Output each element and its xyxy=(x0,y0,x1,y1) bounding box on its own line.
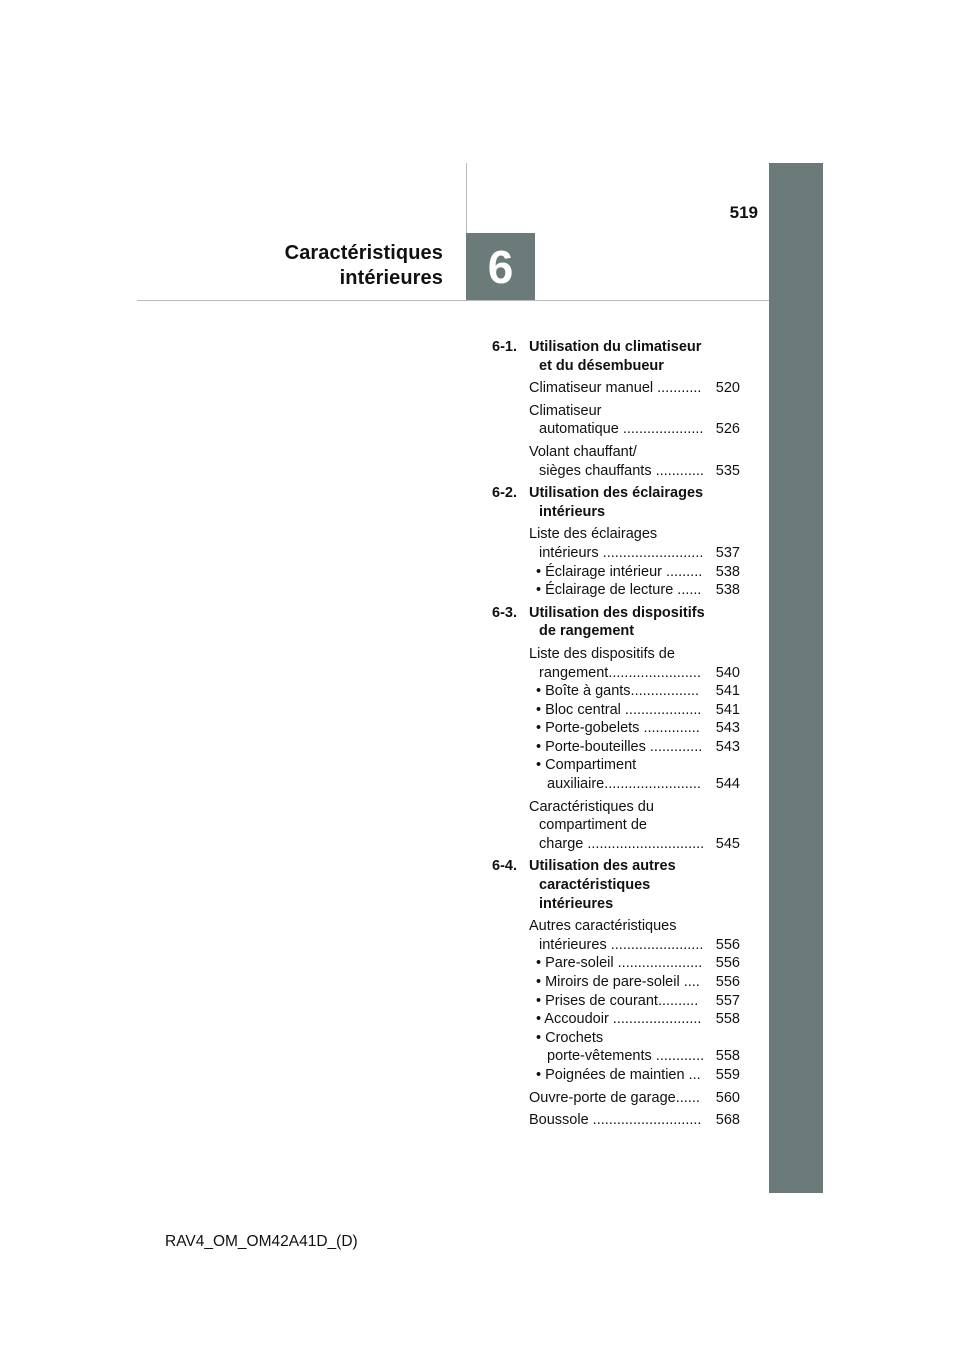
toc-entry[interactable]: Caractéristiques du compartiment de charge ............................. 545 xyxy=(529,798,740,852)
chapter-number: 6 xyxy=(487,240,514,293)
header-rule xyxy=(137,300,769,301)
page-number: 519 xyxy=(729,203,758,222)
toc-subentry[interactable]: • Crochets porte-vêtements ............ 558 xyxy=(536,1029,740,1065)
chapter-number-box xyxy=(466,233,535,300)
toc-subentry[interactable]: • Pare-soleil ..................... 556 xyxy=(536,955,740,972)
toc-section-6-3[interactable]: 6-3. Utilisation des dispositifs de rangement xyxy=(492,604,705,640)
toc-subentry[interactable]: • Bloc central ................... 541 xyxy=(536,701,740,718)
toc-subentry[interactable]: • Compartiment auxiliaire........................ 544 xyxy=(536,757,740,793)
toc-entry[interactable]: Liste des éclairages intérieurs ......................... 537 xyxy=(529,526,740,561)
toc-entry[interactable]: Volant chauffant/ sièges chauffants ............ 535 xyxy=(529,443,740,479)
toc-subentry[interactable]: • Miroirs de pare-soleil .... 556 xyxy=(536,974,740,990)
toc-subentry[interactable]: • Éclairage de lecture ...... 538 xyxy=(536,582,740,599)
chapter-title: Caractéristiques intérieures xyxy=(284,242,443,289)
toc-entry[interactable]: Climatiseur automatique .................... 526 xyxy=(529,402,740,438)
toc-subentry[interactable]: • Porte-bouteilles ............. 543 xyxy=(536,738,740,755)
toc-entry[interactable]: Climatiseur manuel ........... 520 xyxy=(529,380,740,397)
toc-subentry[interactable]: • Prises de courant.......... 557 xyxy=(536,992,740,1009)
chapter-side-tab xyxy=(769,163,823,1193)
toc-subentry[interactable]: • Porte-gobelets .............. 543 xyxy=(536,720,740,737)
toc-section-6-2[interactable]: 6-2. Utilisation des éclairages intérieurs xyxy=(492,485,704,520)
toc-entry[interactable]: Autres caractéristiques intérieures ....................... 556 xyxy=(529,918,740,953)
table-of-contents xyxy=(492,334,740,1130)
toc-subentry[interactable]: • Éclairage intérieur ......... 538 xyxy=(536,563,740,580)
toc-entry[interactable]: Boussole ........................... 568 xyxy=(529,1112,740,1129)
toc-section-6-4[interactable]: 6-4. Utilisation des autres caractéristiques intérieures xyxy=(492,858,676,912)
toc-section-6-1[interactable]: 6-1. Utilisation du climatiseur et du désembueur xyxy=(492,339,702,374)
toc-subentry[interactable]: • Accoudoir ...................... 558 xyxy=(536,1011,740,1028)
toc-entry[interactable]: Liste des dispositifs de rangement....................... 540 xyxy=(529,645,740,681)
toc-subentry[interactable]: • Boîte à gants................. 541 xyxy=(536,683,740,700)
footer-doc-code: RAV4_OM_OM42A41D_(D) xyxy=(165,1233,358,1250)
toc-entry[interactable]: Ouvre-porte de garage...... 560 xyxy=(529,1089,740,1106)
toc-subentry[interactable]: • Poignées de maintien ... 559 xyxy=(536,1066,740,1083)
